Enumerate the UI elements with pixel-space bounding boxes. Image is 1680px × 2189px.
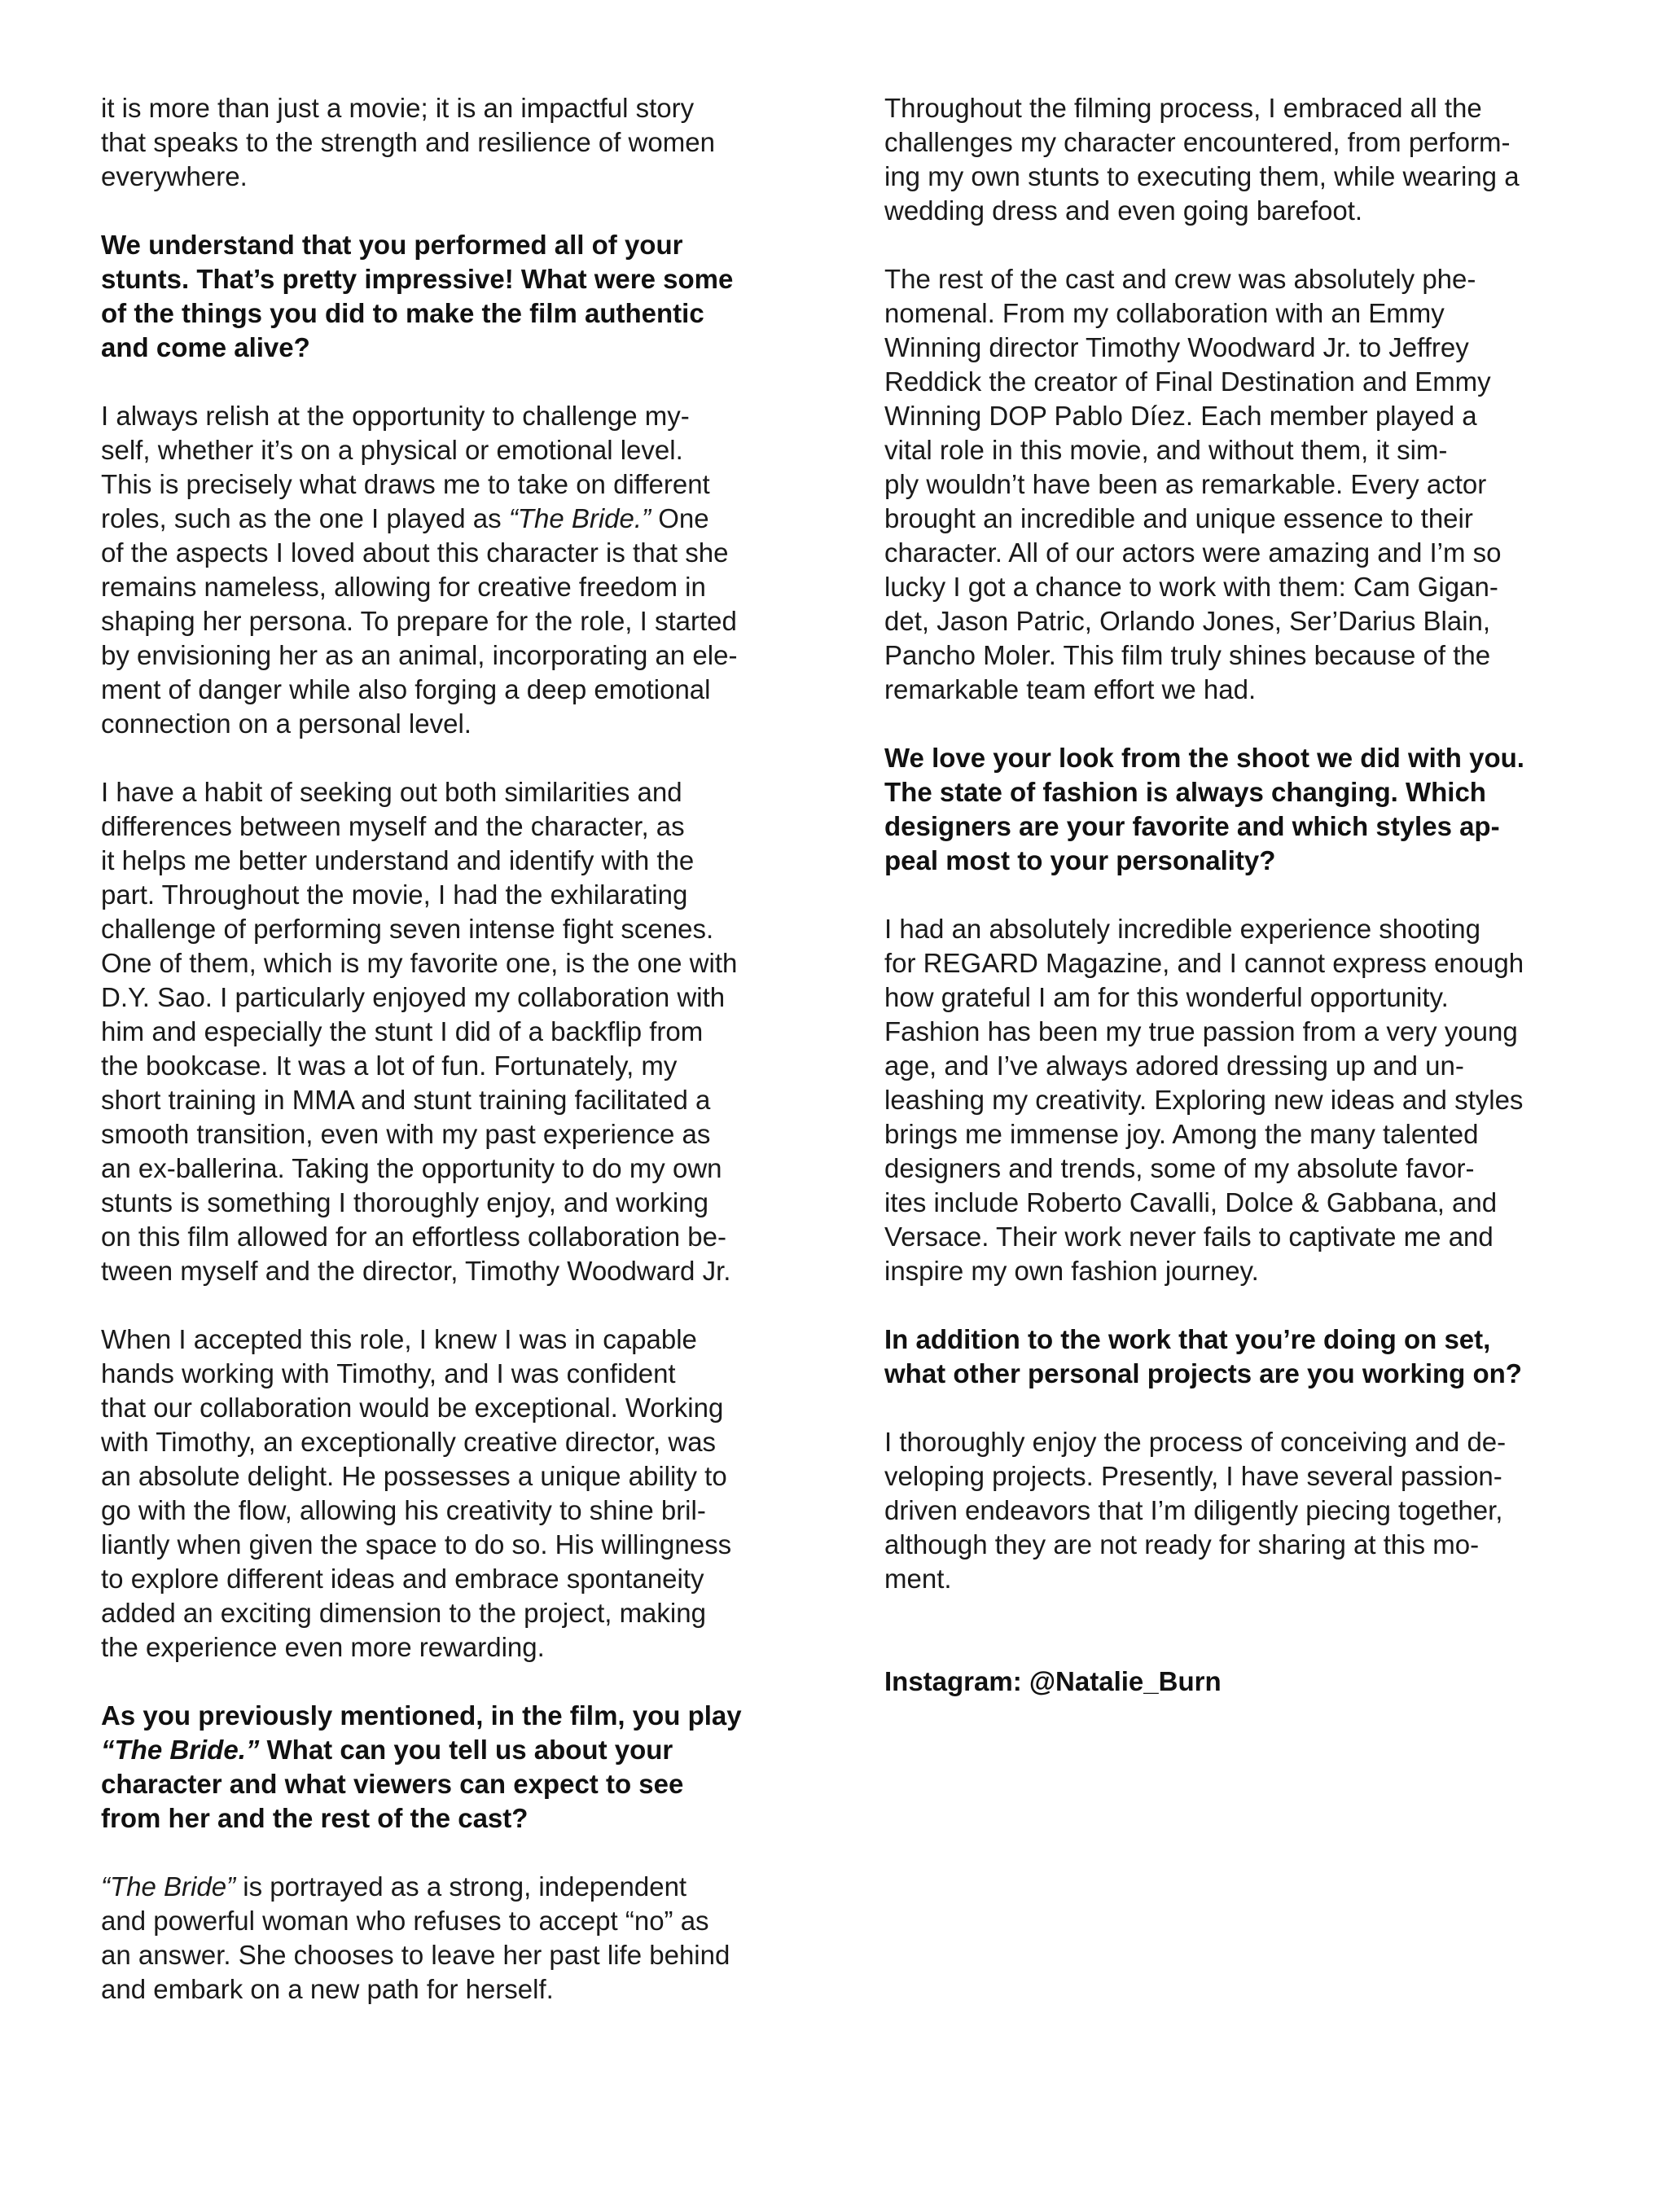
text-line: driven endeavors that I’m diligently piecing together, [884, 1495, 1503, 1525]
text-line: smooth transition, even with my past experience as [101, 1119, 711, 1149]
left-column [101, 91, 787, 2007]
interview-answer [101, 1323, 787, 1665]
interview-question [101, 1699, 787, 1836]
text-line: We understand that you performed all of your [101, 230, 683, 260]
text-line: As you previously mentioned, in the film, you play [101, 1700, 742, 1731]
interview-question [884, 1323, 1570, 1391]
paragraph-gap [101, 365, 787, 399]
text-line: that speaks to the strength and resilience of women [101, 127, 715, 157]
text-line: challenges my character encountered, from perform- [884, 127, 1511, 157]
text-line: inspire my own fashion journey. [884, 1256, 1259, 1286]
text-line: an absolute delight. He possesses a unique ability to [101, 1461, 727, 1491]
text-line: The state of fashion is always changing. Which [884, 777, 1486, 807]
text-line: I always relish at the opportunity to challenge my- [101, 401, 690, 431]
text-line: remains nameless, allowing for creative freedom in [101, 572, 706, 602]
text-line: “The Bride” is portrayed as a strong, independent [101, 1871, 687, 1902]
text-line: challenge of performing seven intense fight scenes. [101, 914, 714, 944]
text-line: I had an absolutely incredible experience shooting [884, 914, 1480, 944]
text-line: and come alive? [101, 332, 310, 362]
text-line: of the things you did to make the film authentic [101, 298, 704, 328]
text-line: of the aspects I loved about this character is that she [101, 537, 729, 568]
text-line: and embark on a new path for herself. [101, 1974, 554, 2004]
text-line: peal most to your personality? [884, 845, 1276, 875]
text-line: One of them, which is my favorite one, is the one with [101, 948, 738, 978]
text-line: designers and trends, some of my absolute favor- [884, 1153, 1475, 1183]
text-line: tween myself and the director, Timothy Woodward Jr. [101, 1256, 731, 1286]
interview-answer [101, 775, 787, 1288]
text-line: differences between myself and the character, as [101, 811, 685, 841]
paragraph-gap [884, 707, 1570, 741]
text-line: go with the flow, allowing his creativity to shine bril- [101, 1495, 706, 1525]
text-line: character. All of our actors were amazing and I’m so [884, 537, 1502, 568]
text-line: the bookcase. It was a lot of fun. Fortunately, my [101, 1051, 678, 1081]
text-line: roles, such as the one I played as “The Bride.” One [101, 503, 709, 533]
paragraph-gap [884, 1630, 1570, 1665]
text-line: veloping projects. Presently, I have several passion- [884, 1461, 1502, 1491]
text-line: Fashion has been my true passion from a very young [884, 1016, 1518, 1046]
text-line: The rest of the cast and crew was absolutely phe- [884, 264, 1476, 294]
text-line: This is precisely what draws me to take on different [101, 469, 710, 499]
text-line: an ex-ballerina. Taking the opportunity to do my own [101, 1153, 722, 1183]
paragraph-gap [101, 741, 787, 775]
text-line: character and what viewers can expect to see [101, 1769, 684, 1799]
text-line: him and especially the stunt I did of a backflip from [101, 1016, 704, 1046]
text-line: how grateful I am for this wonderful opportunity. [884, 982, 1449, 1012]
text-line: that our collaboration would be exceptional. Working [101, 1393, 724, 1423]
text-line: although they are not ready for sharing at this mo- [884, 1529, 1480, 1559]
paragraph-gap [884, 228, 1570, 262]
text-line: Reddick the creator of Final Destination and Emmy [884, 366, 1491, 397]
text-line: Instagram: @Natalie_Burn [884, 1666, 1222, 1696]
text-line: added an exciting dimension to the project, making [101, 1598, 706, 1628]
text-line: for REGARD Magazine, and I cannot express enough [884, 948, 1524, 978]
interview-answer [884, 1425, 1570, 1596]
text-line: Throughout the filming process, I embraced all the [884, 93, 1482, 123]
text-line: ites include Roberto Cavalli, Dolce & Gabbana, and [884, 1187, 1498, 1217]
text-line: “The Bride.” What can you tell us about your [101, 1735, 673, 1765]
text-line: ing my own stunts to executing them, while wearing a [884, 161, 1520, 191]
text-line: it helps me better understand and identify with the [101, 845, 695, 875]
paragraph-gap [101, 194, 787, 228]
text-line: ment. [884, 1564, 952, 1594]
text-line: self, whether it’s on a physical or emotional level. [101, 435, 683, 465]
text-line: Winning DOP Pablo Díez. Each member played a [884, 401, 1477, 431]
text-line: with Timothy, an exceptionally creative director, was [101, 1427, 717, 1457]
text-line: an answer. She chooses to leave her past life behind [101, 1940, 730, 1970]
text-line: ment of danger while also forging a deep emotional [101, 674, 711, 704]
text-line: liantly when given the space to do so. His willingness [101, 1529, 732, 1559]
text-line: nomenal. From my collaboration with an Emmy [884, 298, 1445, 328]
text-line: designers are your favorite and which styles ap- [884, 811, 1500, 841]
text-line: I thoroughly enjoy the process of conceiving and de- [884, 1427, 1507, 1457]
text-line: connection on a personal level. [101, 708, 472, 739]
interview-question [101, 228, 787, 365]
text-line: ply wouldn’t have been as remarkable. Every actor [884, 469, 1487, 499]
interview-question [884, 741, 1570, 878]
text-line: remarkable team effort we had. [884, 674, 1257, 704]
text-line: shaping her persona. To prepare for the role, I started [101, 606, 737, 636]
text-line: it is more than just a movie; it is an impactful story [101, 93, 695, 123]
text-line: short training in MMA and stunt training facilitated a [101, 1085, 711, 1115]
text-line: Versace. Their work never fails to captivate me and [884, 1222, 1494, 1252]
text-line: stunts. That’s pretty impressive! What were some [101, 264, 734, 294]
interview-answer [884, 912, 1570, 1288]
text-line: Winning director Timothy Woodward Jr. to Jeffrey [884, 332, 1469, 362]
right-column [884, 91, 1570, 1699]
text-line: by envisioning her as an animal, incorporating an ele- [101, 640, 738, 670]
interview-answer [101, 1870, 787, 2007]
text-line: from her and the rest of the cast? [101, 1803, 529, 1833]
text-line: everywhere. [101, 161, 248, 191]
text-line: I have a habit of seeking out both similarities and [101, 777, 682, 807]
paragraph-gap [101, 1288, 787, 1323]
paragraph-gap [101, 1665, 787, 1699]
text-line: lucky I got a chance to work with them: Cam Gigan- [884, 572, 1498, 602]
text-line: brings me immense joy. Among the many talented [884, 1119, 1479, 1149]
text-line: brought an incredible and unique essence to their [884, 503, 1473, 533]
paragraph-gap [884, 1391, 1570, 1425]
text-line: and powerful woman who refuses to accept “no” as [101, 1906, 709, 1936]
interview-answer [101, 399, 787, 741]
text-line: Pancho Moler. This film truly shines because of the [884, 640, 1491, 670]
text-line: det, Jason Patric, Orlando Jones, Ser’Darius Blain, [884, 606, 1491, 636]
paragraph-gap [884, 878, 1570, 912]
text-line: leashing my creativity. Exploring new ideas and styles [884, 1085, 1524, 1115]
text-line: When I accepted this role, I knew I was in capable [101, 1324, 697, 1354]
paragraph-gap [101, 1836, 787, 1870]
text-line: age, and I’ve always adored dressing up and un- [884, 1051, 1464, 1081]
text-line: We love your look from the shoot we did with you. [884, 743, 1524, 773]
paragraph-gap [884, 1288, 1570, 1323]
interview-answer [884, 262, 1570, 707]
text-line: on this film allowed for an effortless collaboration be- [101, 1222, 726, 1252]
interview-answer [101, 91, 787, 194]
interview-question [884, 1665, 1570, 1699]
text-line: D.Y. Sao. I particularly enjoyed my collaboration with [101, 982, 726, 1012]
text-line: part. Throughout the movie, I had the exhilarating [101, 880, 688, 910]
text-line: In addition to the work that you’re doing on set, [884, 1324, 1491, 1354]
text-line: hands working with Timothy, and I was confident [101, 1358, 676, 1388]
text-line: to explore different ideas and embrace spontaneity [101, 1564, 704, 1594]
text-line: wedding dress and even going barefoot. [884, 195, 1363, 226]
text-line: what other personal projects are you working on? [884, 1358, 1522, 1388]
text-line: stunts is something I thoroughly enjoy, and working [101, 1187, 708, 1217]
text-line: the experience even more rewarding. [101, 1632, 545, 1662]
text-line: vital role in this movie, and without them, it sim- [884, 435, 1448, 465]
paragraph-gap [884, 1596, 1570, 1630]
interview-answer [884, 91, 1570, 228]
